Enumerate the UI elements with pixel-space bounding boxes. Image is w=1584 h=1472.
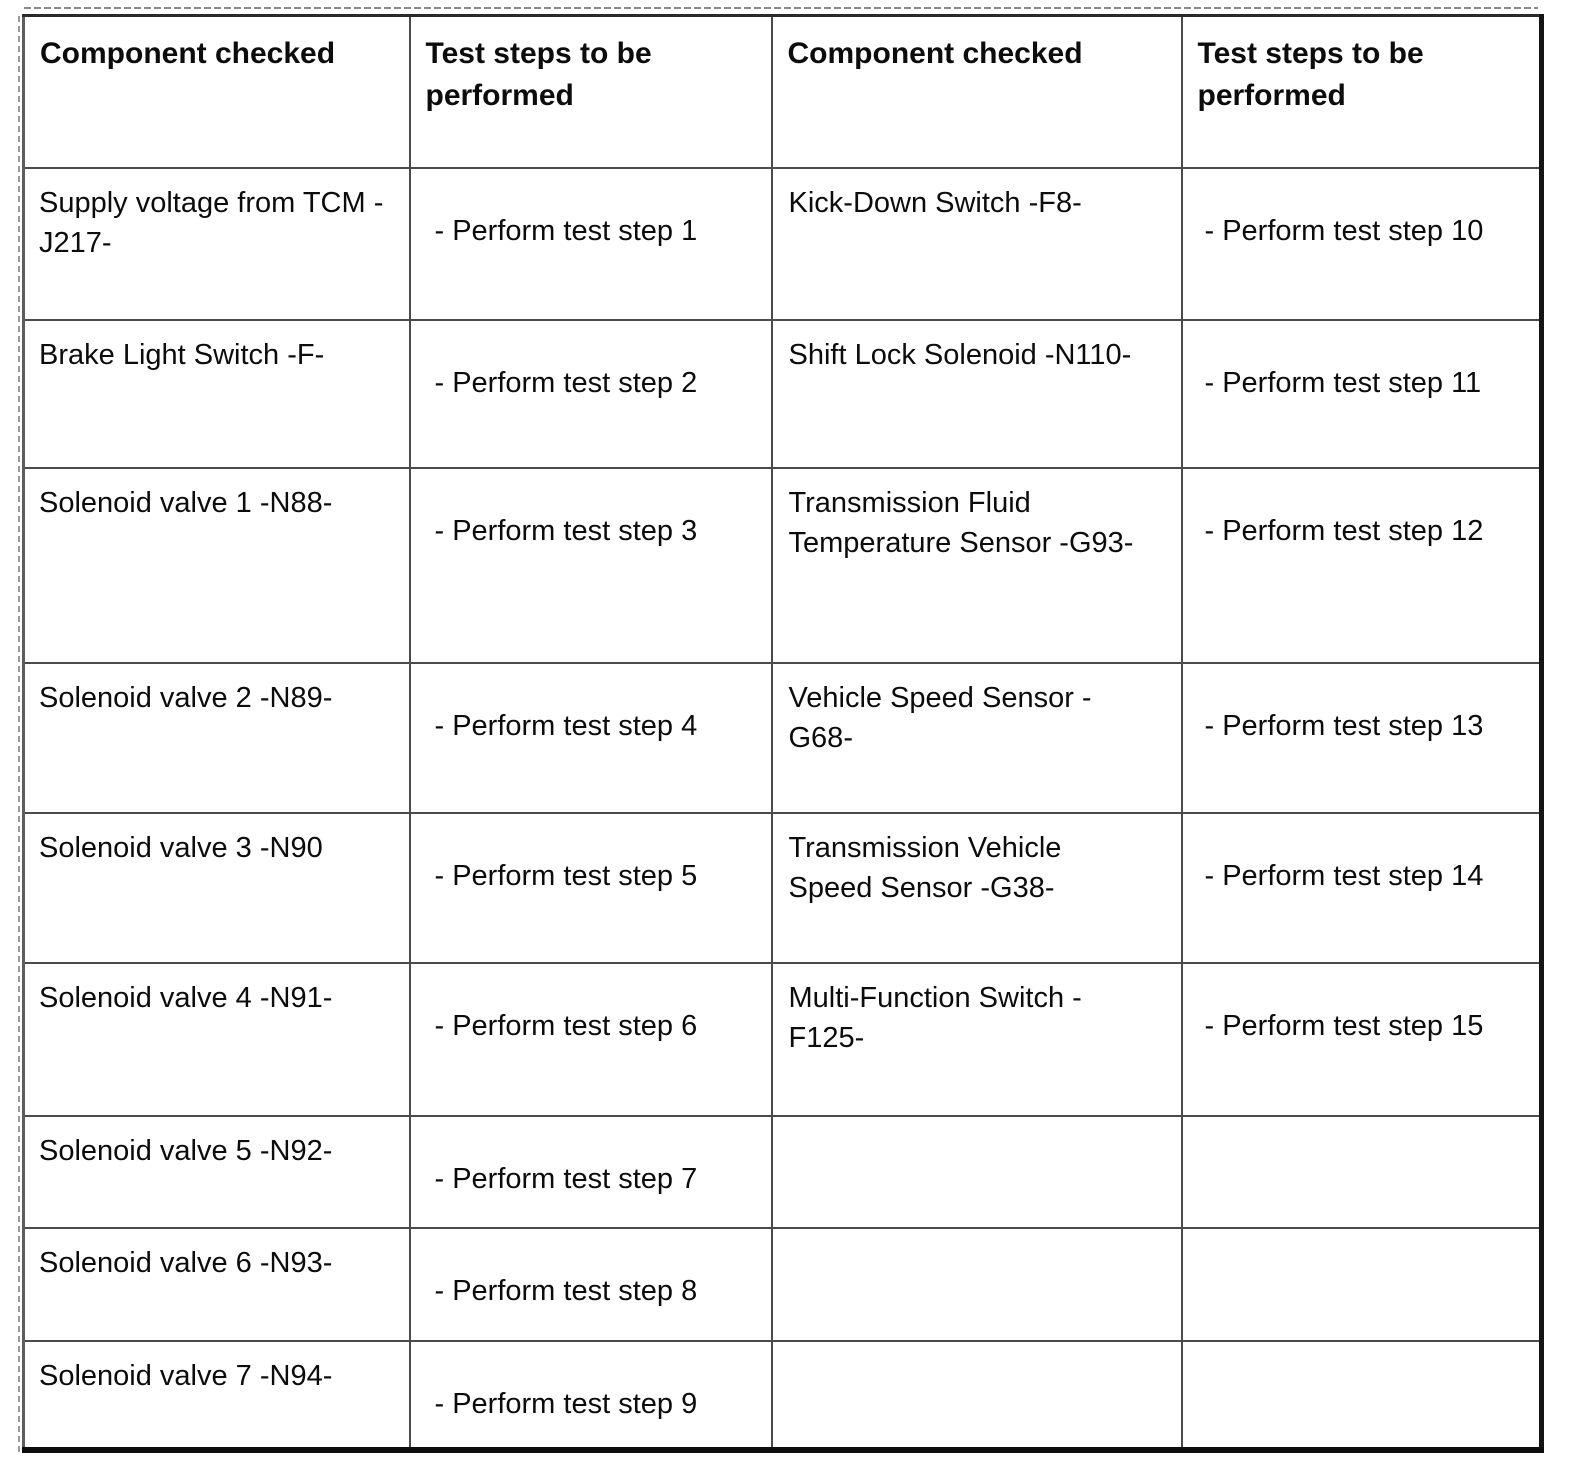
table-row <box>24 963 1542 1116</box>
header-test-steps-right: Test steps to be performed <box>1182 16 1542 168</box>
cell-test-step-left: - Perform test step 4 <box>410 663 772 813</box>
table-row <box>24 168 1542 320</box>
table-row <box>24 320 1542 468</box>
cell-component-right: Transmission Fluid Temperature Sensor -G93- <box>772 468 1182 663</box>
scan-artifact-left-strip <box>18 16 20 1454</box>
table-header <box>24 16 1542 168</box>
cell-test-step-left: - Perform test step 7 <box>410 1116 772 1228</box>
header-component-checked-right: Component checked <box>772 16 1182 168</box>
cell-component-right: Vehicle Speed Sensor -G68- <box>772 663 1182 813</box>
cell-test-step-left: - Perform test step 9 <box>410 1341 772 1450</box>
cell-test-step-right: - Perform test step 14 <box>1182 813 1542 963</box>
table-row <box>24 1116 1542 1228</box>
table-row <box>24 468 1542 663</box>
cell-component-right: Transmission Vehicle Speed Sensor -G38- <box>772 813 1182 963</box>
cell-test-step-left: - Perform test step 8 <box>410 1228 772 1341</box>
cell-component-right: Multi-Function Switch -F125- <box>772 963 1182 1116</box>
table-row <box>24 1341 1542 1450</box>
table-row <box>24 813 1542 963</box>
component-test-steps-table <box>22 14 1544 1453</box>
cell-test-step-left: - Perform test step 2 <box>410 320 772 468</box>
header-component-checked-left: Component checked <box>24 16 410 168</box>
cell-test-step-left: - Perform test step 1 <box>410 168 772 320</box>
cell-component-left: Solenoid valve 2 -N89- <box>24 663 410 813</box>
cell-component-left: Solenoid valve 3 -N90 <box>24 813 410 963</box>
cell-component-left: Solenoid valve 1 -N88- <box>24 468 410 663</box>
cell-test-step-right: - Perform test step 12 <box>1182 468 1542 663</box>
cell-component-right: Kick-Down Switch -F8- <box>772 168 1182 320</box>
header-test-steps-left: Test steps to be performed <box>410 16 772 168</box>
cell-test-step-left: - Perform test step 3 <box>410 468 772 663</box>
cell-test-step-right <box>1182 1116 1542 1228</box>
cell-component-right <box>772 1116 1182 1228</box>
cell-test-step-right <box>1182 1341 1542 1450</box>
cell-test-step-right <box>1182 1228 1542 1341</box>
cell-component-right <box>772 1341 1182 1450</box>
cell-component-left: Supply voltage from TCM -J217- <box>24 168 410 320</box>
cell-component-left: Brake Light Switch -F- <box>24 320 410 468</box>
table-body <box>24 168 1542 1450</box>
cell-test-step-right: - Perform test step 10 <box>1182 168 1542 320</box>
cell-test-step-right: - Perform test step 13 <box>1182 663 1542 813</box>
cell-component-right: Shift Lock Solenoid -N110- <box>772 320 1182 468</box>
cell-component-left: Solenoid valve 6 -N93- <box>24 1228 410 1341</box>
table-row <box>24 663 1542 813</box>
scan-artifact-top-line <box>24 7 1538 9</box>
cell-test-step-left: - Perform test step 5 <box>410 813 772 963</box>
cell-test-step-right: - Perform test step 11 <box>1182 320 1542 468</box>
cell-component-left: Solenoid valve 7 -N94- <box>24 1341 410 1450</box>
cell-test-step-right: - Perform test step 15 <box>1182 963 1542 1116</box>
cell-component-left: Solenoid valve 5 -N92- <box>24 1116 410 1228</box>
table-row <box>24 1228 1542 1341</box>
cell-test-step-left: - Perform test step 6 <box>410 963 772 1116</box>
cell-component-left: Solenoid valve 4 -N91- <box>24 963 410 1116</box>
header-row <box>24 16 1542 168</box>
cell-component-right <box>772 1228 1182 1341</box>
